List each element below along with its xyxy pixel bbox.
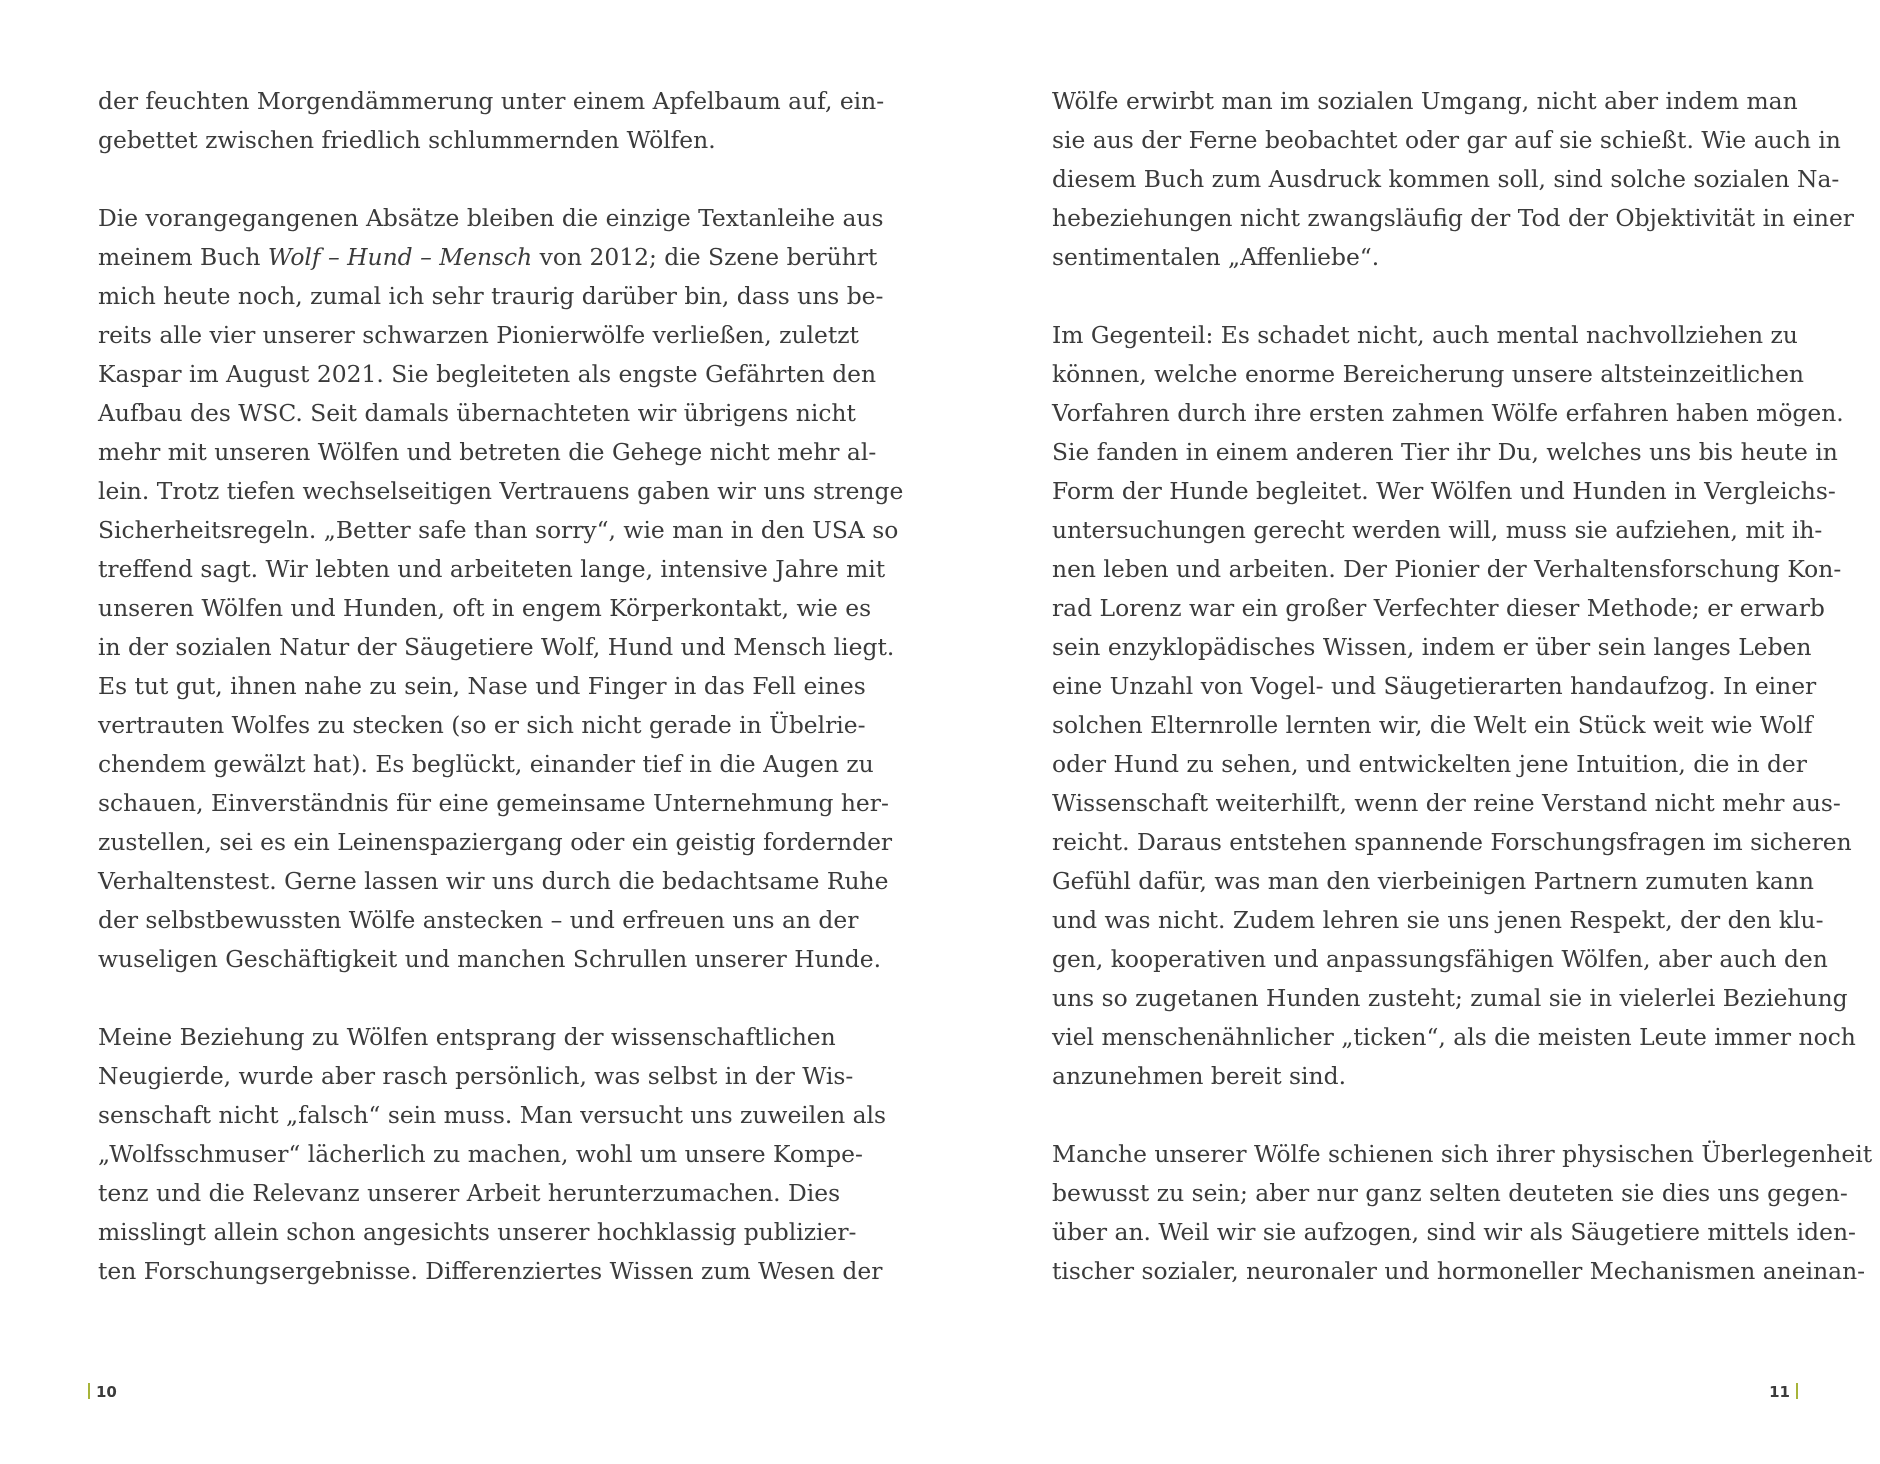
text-run: von 2012; die Szene berührt xyxy=(532,243,878,271)
text-line: ten Forschungsergebnisse. Differenziertes Wissen zum Wesen der xyxy=(98,1257,883,1285)
paragraph xyxy=(98,199,904,979)
right-page xyxy=(1052,82,1873,1330)
text-line: Im Gegenteil: Es schadet nicht, auch mental nachvollziehen zu xyxy=(1052,321,1798,349)
paragraph xyxy=(1052,82,1854,277)
text-line: über an. Weil wir sie aufzogen, sind wir als Säugetiere mittels iden- xyxy=(1052,1218,1856,1246)
paragraph xyxy=(98,82,885,160)
text-line: misslingt allein schon angesichts unserer hochklassig publizier- xyxy=(98,1218,857,1246)
text-line: rad Lorenz war ein großer Verfechter dieser Methode; er erwarb xyxy=(1052,594,1825,622)
text-line: Manche unserer Wölfe schienen sich ihrer physischen Überlegenheit xyxy=(1052,1140,1873,1168)
text-line: können, welche enorme Bereicherung unsere altsteinzeitlichen xyxy=(1052,360,1804,388)
text-line: nen leben und arbeiten. Der Pionier der Verhaltensforschung Kon- xyxy=(1052,555,1842,583)
text-line: senschaft nicht „falsch“ sein muss. Man versucht uns zuweilen als xyxy=(98,1101,887,1129)
text-line: untersuchungen gerecht werden will, muss sie aufziehen, mit ih- xyxy=(1052,516,1823,544)
text-line: „Wolfsschmuser“ lächerlich zu machen, wohl um unsere Kompe- xyxy=(98,1140,863,1168)
left-page xyxy=(98,82,904,1330)
text-line: sentimentalen „Affenliebe“. xyxy=(1052,243,1380,271)
text-line: unseren Wölfen und Hunden, oft in engem Körperkontakt, wie es xyxy=(98,594,872,622)
text-line: reicht. Daraus entstehen spannende Forschungsfragen im sicheren xyxy=(1052,828,1852,856)
page-number-text: 11 xyxy=(1769,1383,1790,1401)
text-line: reits alle vier unserer schwarzen Pionierwölfe verließen, zuletzt xyxy=(98,321,859,349)
text-line: uns so zugetanen Hunden zusteht; zumal sie in vielerlei Beziehung xyxy=(1052,984,1848,1012)
text-line: wuseligen Geschäftigkeit und manchen Schrullen unserer Hunde. xyxy=(98,945,882,973)
text-line: treffend sagt. Wir lebten und arbeiteten lange, intensive Jahre mit xyxy=(98,555,886,583)
text-line: sein enzyklopädisches Wissen, indem er über sein langes Leben xyxy=(1052,633,1812,661)
text-line: mehr mit unseren Wölfen und betreten die Gehege nicht mehr al- xyxy=(98,438,877,466)
text-line: Kaspar im August 2021. Sie begleiteten als engste Gefährten den xyxy=(98,360,877,388)
paragraph xyxy=(1052,316,1856,1096)
page-number-left xyxy=(88,1382,117,1402)
text-line: Meine Beziehung zu Wölfen entsprang der wissenschaftlichen xyxy=(98,1023,836,1051)
text-line: schauen, Einverständnis für eine gemeinsame Unternehmung her- xyxy=(98,789,889,817)
text-line: Wölfe erwirbt man im sozialen Umgang, nicht aber indem man xyxy=(1052,87,1798,115)
text-line: Sicherheitsregeln. „Better safe than sorry“, wie man in den USA so xyxy=(98,516,899,544)
text-line: lein. Trotz tiefen wechselseitigen Vertrauens gaben wir uns strenge xyxy=(98,477,904,505)
text-line: Aufbau des WSC. Seit damals übernachteten wir übrigens nicht xyxy=(98,399,856,427)
text-line xyxy=(98,238,878,277)
text-line: oder Hund zu sehen, und entwickelten jene Intuition, die in der xyxy=(1052,750,1807,778)
text-line: Sie fanden in einem anderen Tier ihr Du, welches uns bis heute in xyxy=(1052,438,1838,466)
folio-bar xyxy=(1796,1383,1798,1399)
text-line: tischer sozialer, neuronaler und hormoneller Mechanismen aneinan- xyxy=(1052,1257,1866,1285)
text-line: viel menschenähnlicher „ticken“, als die meisten Leute immer noch xyxy=(1052,1023,1856,1051)
text-line: in der sozialen Natur der Säugetiere Wolf, Hund und Mensch liegt. xyxy=(98,633,895,661)
text-line: chendem gewälzt hat). Es beglückt, einander tief in die Augen zu xyxy=(98,750,874,778)
text-line: sie aus der Ferne beobachtet oder gar auf sie schießt. Wie auch in xyxy=(1052,126,1841,154)
text-line: Gefühl dafür, was man den vierbeinigen Partnern zumuten kann xyxy=(1052,867,1814,895)
text-line: Die vorangegangenen Absätze bleiben die einzige Textanleihe aus xyxy=(98,204,884,232)
text-line: gen, kooperativen und anpassungsfähigen Wölfen, aber auch den xyxy=(1052,945,1828,973)
text-line: mich heute noch, zumal ich sehr traurig darüber bin, dass uns be- xyxy=(98,282,884,310)
folio-bar xyxy=(88,1383,90,1399)
text-line: Vorfahren durch ihre ersten zahmen Wölfe erfahren haben mögen. xyxy=(1052,399,1844,427)
text-line: solchen Elternrolle lernten wir, die Welt ein Stück weit wie Wolf xyxy=(1052,711,1813,739)
page-number-text: 10 xyxy=(96,1383,117,1401)
text-line: Form der Hunde begleitet. Wer Wölfen und Hunden in Vergleichs- xyxy=(1052,477,1836,505)
text-line: Es tut gut, ihnen nahe zu sein, Nase und Finger in das Fell eines xyxy=(98,672,866,700)
text-run: meinem Buch xyxy=(98,243,268,271)
text-line: hebeziehungen nicht zwangsläufig der Tod der Objektivität in einer xyxy=(1052,204,1854,232)
text-line: anzunehmen bereit sind. xyxy=(1052,1062,1347,1090)
page-number-right xyxy=(1769,1382,1798,1402)
book-title: Wolf – Hund – Mensch xyxy=(267,243,533,271)
text-line: Wissenschaft weiterhilft, wenn der reine Verstand nicht mehr aus- xyxy=(1052,789,1841,817)
paragraph xyxy=(98,1018,887,1291)
text-line: Neugierde, wurde aber rasch persönlich, was selbst in der Wis- xyxy=(98,1062,854,1090)
text-line: eine Unzahl von Vogel- und Säugetierarten handaufzog. In einer xyxy=(1052,672,1817,700)
text-line: bewusst zu sein; aber nur ganz selten deuteten sie dies uns gegen- xyxy=(1052,1179,1848,1207)
text-line: der selbstbewussten Wölfe anstecken – und erfreuen uns an der xyxy=(98,906,859,934)
text-line: zustellen, sei es ein Leinenspaziergang oder ein geistig fordernder xyxy=(98,828,893,856)
text-line: tenz und die Relevanz unserer Arbeit herunterzumachen. Dies xyxy=(98,1179,841,1207)
text-line: gebettet zwischen friedlich schlummernden Wölfen. xyxy=(98,126,716,154)
text-line: Verhaltenstest. Gerne lassen wir uns durch die bedachtsame Ruhe xyxy=(98,867,889,895)
paragraph xyxy=(1052,1135,1873,1291)
text-line: vertrauten Wolfes zu stecken (so er sich nicht gerade in Übelrie- xyxy=(98,711,866,739)
text-line: diesem Buch zum Ausdruck kommen soll, sind solche sozialen Na- xyxy=(1052,165,1840,193)
text-line: der feuchten Morgendämmerung unter einem Apfelbaum auf, ein- xyxy=(98,87,885,115)
text-line: und was nicht. Zudem lehren sie uns jenen Respekt, der den klu- xyxy=(1052,906,1824,934)
